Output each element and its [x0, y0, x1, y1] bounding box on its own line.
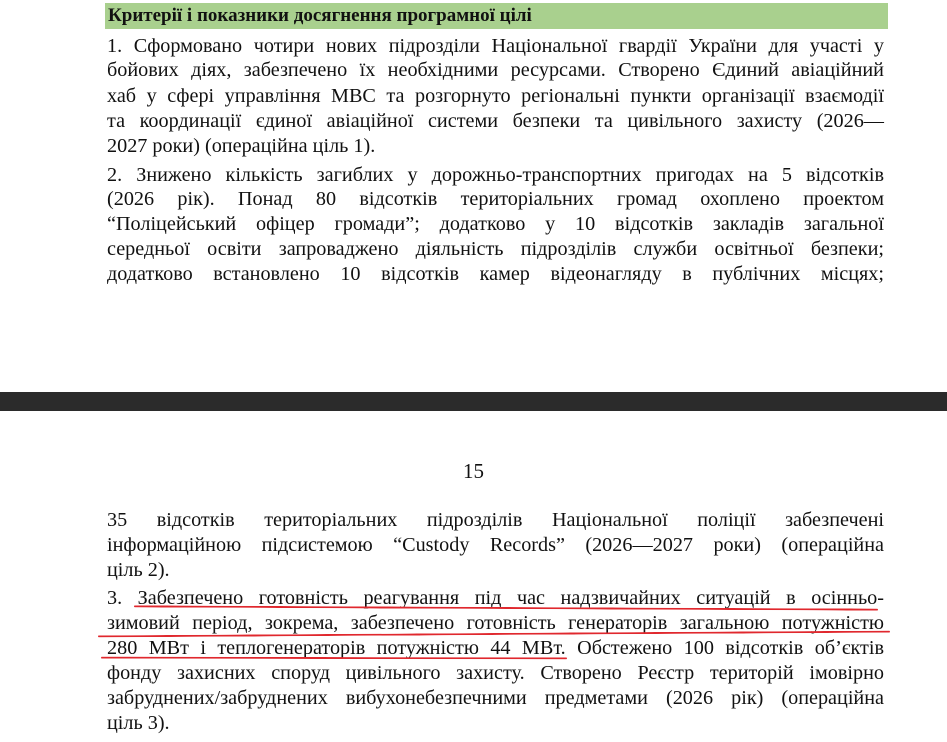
paragraph-line: додатково встановлено 10 відсотків камер відеонагляду в публічних місцях; [107, 263, 884, 285]
paragraph-line: 2. Знижено кількість загиблих у дорожньо-транспортних пригодах на 5 відсотків [107, 164, 884, 186]
paragraph-line: “Поліцейський офіцер громади”; додатково у 10 відсотків закладів загальної [107, 213, 884, 235]
section-heading: Критерії і показники досягнення програмної цілі [105, 3, 888, 29]
paragraph-line: середньої освіти запроваджено діяльність підрозділів служби освітньої безпеки; [107, 238, 884, 260]
paragraph-line: ціль 3). [107, 712, 170, 734]
page-divider [0, 392, 947, 411]
paragraph-line: (2026 рік). Понад 80 відсотків територіальних громад охоплено проектом [107, 188, 884, 210]
paragraph-line: хаб у сфері управління МВС та розгорнуто регіональні пункти організації взаємодії [107, 85, 884, 107]
paragraph-line: та координації єдиної авіаційної системи безпеки та цивільного захисту (2026— [107, 110, 884, 132]
paragraph-line: бойових діях, забезпечено їх необхідними ресурсами. Створено Єдиний авіаційний [107, 59, 884, 81]
paragraph-line: 3. Забезпечено готовність реагування під час надзвичайних ситуацій в осінньо- [107, 587, 884, 609]
paragraph-line: ціль 2). [107, 559, 170, 581]
paragraph-line: 2027 роки) (операційна ціль 1). [107, 135, 376, 157]
paragraph-line: 35 відсотків територіальних підрозділів Національної поліції забезпечені [107, 509, 884, 531]
paragraph-line: фонду захисних споруд цивільного захисту. Створено Реєстр територій імовірно [107, 662, 884, 684]
paragraph-line: 1. Сформовано чотири нових підрозділи Національної гвардії України для участі у [107, 35, 884, 57]
paragraph-line: 280 МВт і теплогенераторів потужністю 44 МВт. Обстежено 100 відсотків об’єктів [107, 637, 884, 659]
paragraph-line: зимовий період, зокрема, забезпечено готовність генераторів загальною потужністю [107, 612, 884, 634]
paragraph-line: забруднених/забруднених вибухонебезпечними предметами (2026 рік) (операційна [107, 687, 884, 709]
paragraph-line: інформаційною підсистемою “Custody Records” (2026—2027 роки) (операційна [107, 534, 884, 556]
page-number: 15 [463, 459, 484, 483]
